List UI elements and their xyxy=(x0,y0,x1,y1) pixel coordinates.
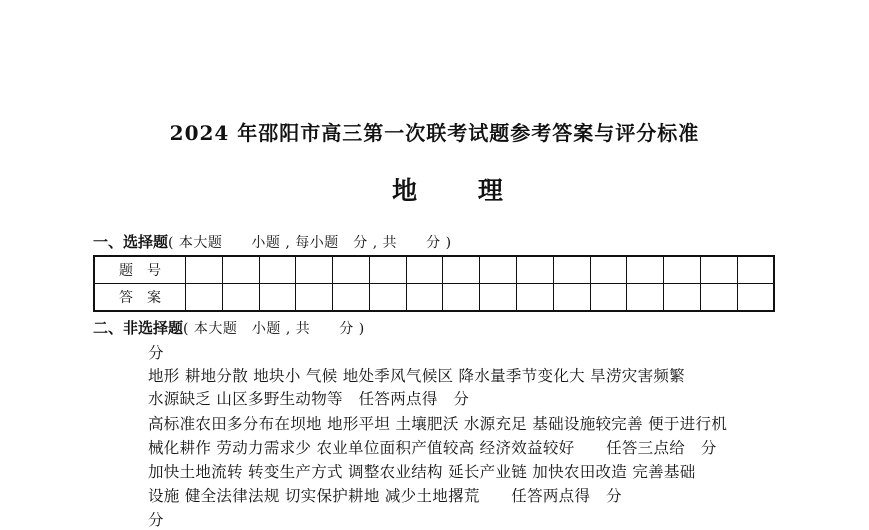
section-nonchoice-label: 二、非选择题 xyxy=(93,319,184,337)
subject-title: 地 理 xyxy=(392,176,529,205)
answer-cell xyxy=(627,284,664,312)
answer-line: 械化耕作 劳动力需求少 农业单位面积产值较高 经济效益较好 任答三点给 分 xyxy=(148,439,717,457)
answer-cell xyxy=(590,256,627,284)
answer-cell xyxy=(553,256,590,284)
answer-cell xyxy=(406,256,443,284)
answer-line: 分 xyxy=(148,511,164,529)
answer-line: 设施 健全法律法规 切实保护耕地 减少土地撂荒 任答两点得 分 xyxy=(148,487,622,505)
answer-cell xyxy=(700,256,737,284)
answer-cell xyxy=(259,284,296,312)
answer-cell xyxy=(406,284,443,312)
answer-cell xyxy=(627,256,664,284)
answer-line: 水源缺乏 山区多野生动物等 任答两点得 分 xyxy=(148,390,470,408)
answer-line: 高标准农田多分布在坝地 地形平坦 土壤肥沃 水源充足 基础设施较完善 便于进行机 xyxy=(148,415,728,433)
answer-line: 加快土地流转 转变生产方式 调整农业结构 延长产业链 加快农田改造 完善基础 xyxy=(148,463,696,481)
answer-cell xyxy=(480,256,517,284)
answer-cell xyxy=(737,284,774,312)
section-nonchoice-heading xyxy=(93,317,365,338)
answer-cell xyxy=(222,284,259,312)
answer-label: 答案 xyxy=(94,284,186,312)
answer-cell xyxy=(443,284,480,312)
question-number-row xyxy=(94,256,774,284)
answer-line: 地形 耕地分散 地块小 气候 地处季风气候区 降水量季节变化大 旱涝灾害频繁 xyxy=(148,367,685,385)
answer-cell xyxy=(369,284,406,312)
answer-cell xyxy=(333,284,370,312)
answer-cell xyxy=(186,284,223,312)
answer-cell xyxy=(222,256,259,284)
answer-line: 分 xyxy=(148,344,164,362)
answer-cell xyxy=(296,284,333,312)
answer-cell xyxy=(369,256,406,284)
answer-cell xyxy=(517,284,554,312)
answer-cell xyxy=(737,256,774,284)
answer-cell xyxy=(553,284,590,312)
answer-cell xyxy=(186,256,223,284)
section-nonchoice-note: ( 本大题 小题 , 共 分 ) xyxy=(183,321,365,337)
answer-cell xyxy=(664,284,701,312)
page-title: 2024 年邵阳市高三第一次联考试题参考答案与评分标准 xyxy=(169,121,700,145)
question-number-label: 题号 xyxy=(94,256,186,284)
answer-cell xyxy=(517,256,554,284)
answer-cell xyxy=(590,284,627,312)
answer-cell xyxy=(443,256,480,284)
answer-cell xyxy=(700,284,737,312)
answer-cell xyxy=(296,256,333,284)
answer-row xyxy=(94,284,774,312)
answer-cell xyxy=(259,256,296,284)
section-choice-heading xyxy=(93,231,452,252)
answer-cell xyxy=(664,256,701,284)
answer-grid xyxy=(93,255,775,312)
answer-cell xyxy=(333,256,370,284)
section-choice-note: ( 本大题 小题 , 每小题 分 , 共 分 ) xyxy=(168,235,452,251)
section-choice-label: 一、选择题 xyxy=(93,233,169,251)
answer-cell xyxy=(480,284,517,312)
